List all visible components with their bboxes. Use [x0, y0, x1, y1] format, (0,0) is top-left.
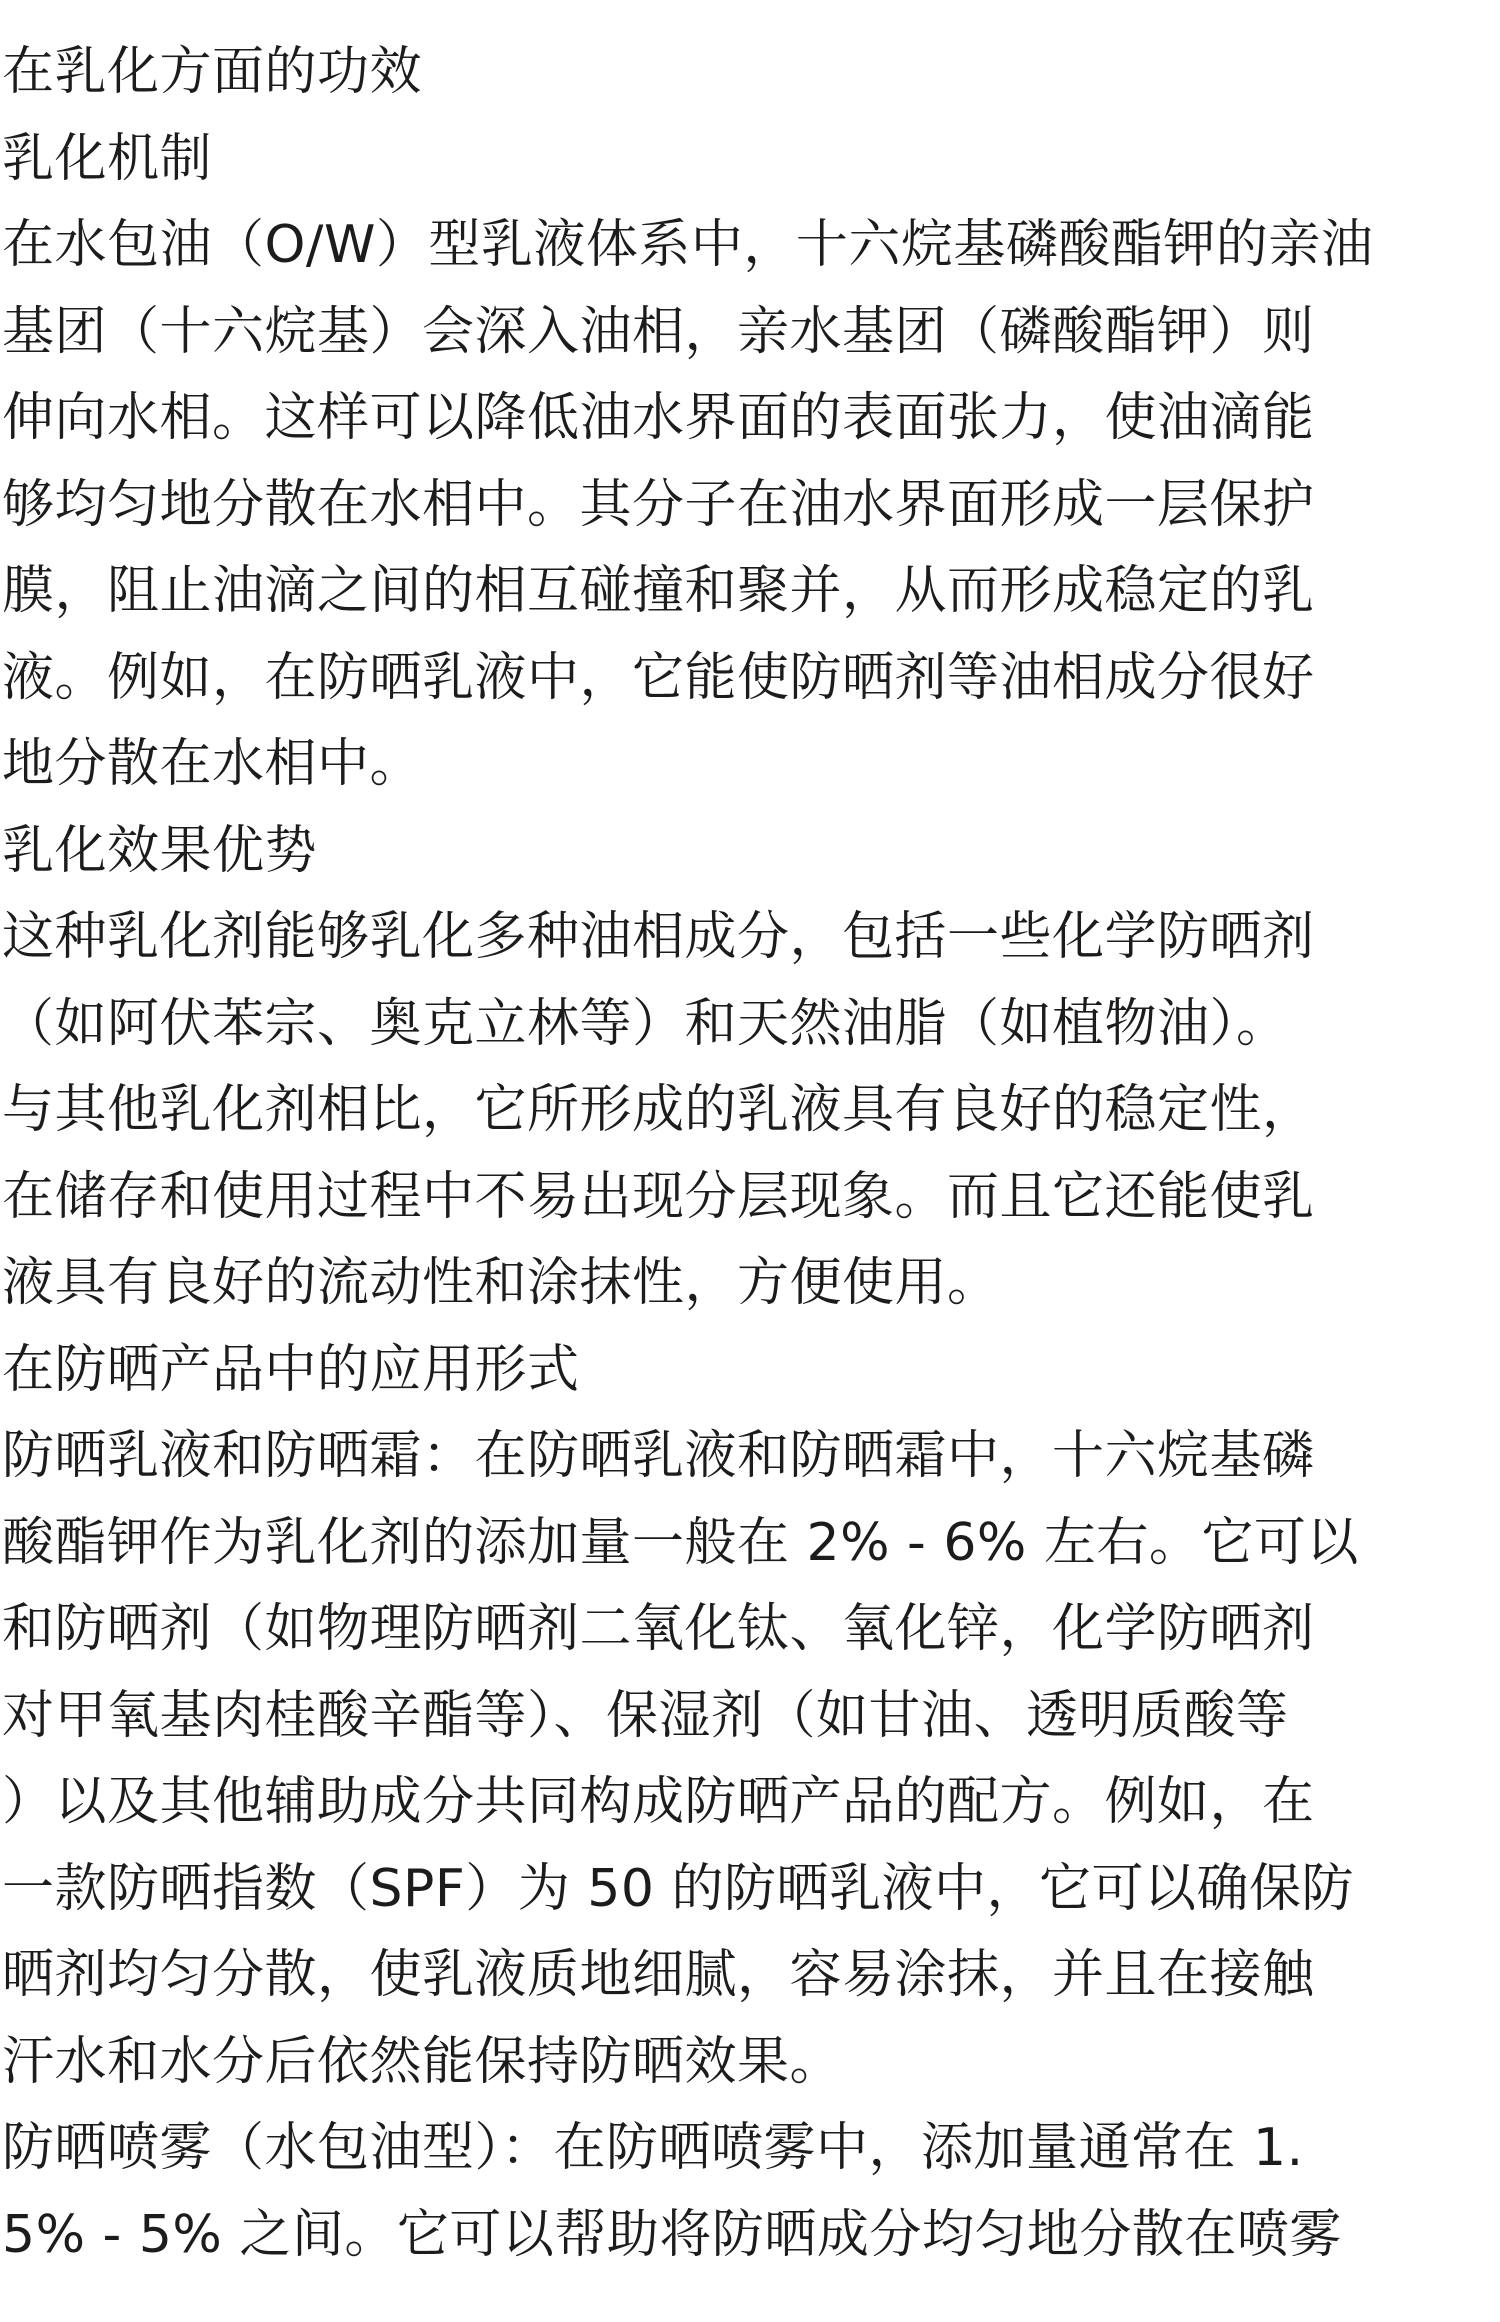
paragraph-line: 液具有良好的流动性和涂抹性，方便使用。: [2, 1253, 1000, 1313]
paragraph-line: 汗水和水分后依然能保持防晒效果。: [2, 2031, 843, 2092]
paragraph-line: 够均匀地分散在水相中。其分子在油水界面形成一层保护: [2, 474, 1315, 535]
document-text: [2, 29, 1498, 2278]
section-title-emulsification-efficacy: 在乳化方面的功效: [2, 42, 423, 102]
paragraph-line: ）以及其他辅助成分共同构成防晒产品的配方。例如，在: [2, 1772, 1315, 1832]
paragraph-line: 在储存和使用过程中不易出现分层现象。而且它还能使乳: [2, 1166, 1315, 1227]
subheading-emulsification-mechanism: 乳化机制: [2, 128, 213, 189]
paragraph-line: 地分散在水相中。: [2, 734, 423, 794]
paragraph-line: 防晒喷雾（水包油型）：在防晒喷雾中，添加量通常在 1.: [2, 2118, 1304, 2178]
section-title-application-forms: 在防晒产品中的应用形式: [2, 1339, 580, 1400]
paragraph-line: 晒剂均匀分散，使乳液质地细腻，容易涂抹，并且在接触: [2, 1945, 1315, 2005]
paragraph-line: （如阿伏苯宗、奥克立林等）和天然油脂（如植物油）。: [2, 993, 1289, 1054]
paragraph-line: 一款防晒指数（SPF）为 50 的防晒乳液中，它可以确保防: [2, 1858, 1355, 1919]
paragraph-line: 液。例如，在防晒乳液中，它能使防晒剂等油相成分很好: [2, 647, 1315, 708]
paragraph-line: 5% - 5% 之间。它可以帮助将防晒成分均匀地分散在喷雾: [2, 2204, 1342, 2265]
paragraph-line: 和防晒剂（如物理防晒剂二氧化钛、氧化锌，化学防晒剂: [2, 1599, 1315, 1659]
paragraph-line: 在水包油（O/W）型乳液体系中，十六烷基磷酸酯钾的亲油: [2, 215, 1374, 275]
paragraph-line: 这种乳化剂能够乳化多种油相成分，包括一些化学防晒剂: [2, 907, 1315, 967]
paragraph-line: 与其他乳化剂相比，它所形成的乳液具有良好的稳定性，: [2, 1080, 1315, 1140]
paragraph-line: 酸酯钾作为乳化剂的添加量一般在 2% - 6% 左右。它可以: [2, 1512, 1359, 1573]
paragraph-line: 基团（十六烷基）会深入油相，亲水基团（磷酸酯钾）则: [2, 301, 1315, 362]
subheading-emulsification-advantages: 乳化效果优势: [2, 820, 318, 881]
paragraph-line: 膜，阻止油滴之间的相互碰撞和聚并，从而形成稳定的乳: [2, 561, 1315, 621]
paragraph-line: 防晒乳液和防晒霜：在防晒乳液和防晒霜中，十六烷基磷: [2, 1426, 1315, 1486]
paragraph-line: 对甲氧基肉桂酸辛酯等）、保湿剂（如甘油、透明质酸等: [2, 1685, 1289, 1746]
paragraph-line: 伸向水相。这样可以降低油水界面的表面张力，使油滴能: [2, 388, 1315, 448]
